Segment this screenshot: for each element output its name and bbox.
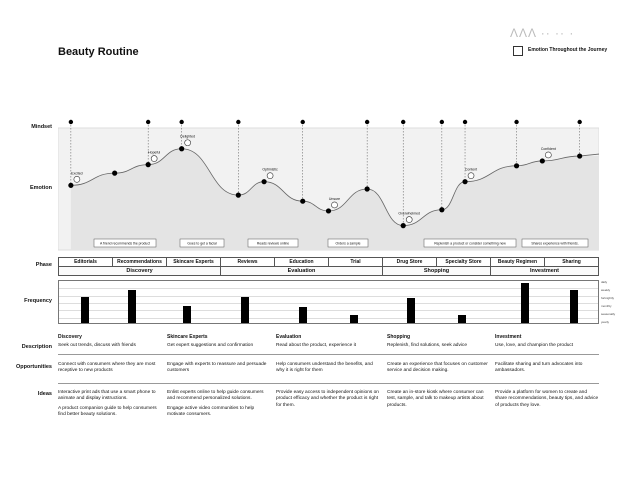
frequency-gridline: [59, 318, 598, 319]
touchpoint-label: Reads reviews online: [256, 241, 290, 246]
emotion-face-icon: [74, 176, 80, 182]
emotion-label: Overwhelmed: [398, 211, 421, 216]
description-skincare: Get expert suggestions and confirmation: [167, 343, 254, 348]
description-investment: Use, love, and champion the product: [495, 343, 574, 348]
frequency-chart: [58, 280, 599, 324]
ideas-discovery: [58, 390, 163, 422]
col-title-skincare: Skincare Experts: [167, 334, 208, 340]
mindset-dot: [440, 120, 444, 124]
phase-table: [58, 257, 599, 276]
frequency-bar: [521, 283, 529, 323]
phase-sub-row: [59, 258, 599, 267]
emotion-point: [540, 158, 545, 163]
watermark: ΛΛΛ ·· ·· ·: [510, 26, 575, 40]
phase-skincare-experts: Skincare Experts: [167, 258, 221, 267]
emotion-label: Unsure: [328, 196, 341, 201]
emotion-face-icon: [267, 173, 273, 179]
phase-reviews: Reviews: [221, 258, 275, 267]
idea-text: Interactive print ads that use a smart phone to animate and display instructions.: [58, 390, 156, 402]
opportunity-investment: Facilitate sharing and turn advocates into ambassadors.: [495, 362, 583, 374]
frequency-gridline: [59, 303, 598, 304]
phase-sharing: Sharing: [545, 258, 599, 267]
idea-text: A product companion guide to help consumers find better beauty solutions.: [58, 405, 157, 418]
mindset-dot: [401, 120, 405, 124]
frequency-gridline: [59, 288, 598, 289]
phase-investment: Investment: [491, 267, 599, 276]
freq-tick: daily: [601, 280, 608, 284]
emotion-point: [577, 153, 582, 158]
frequency-gridline: [59, 310, 598, 311]
touchpoint-label: Goes to get a facial: [187, 241, 217, 246]
frequency-bar: [350, 315, 358, 323]
frequency-bar: [183, 306, 191, 323]
row-label-phase: Phase: [35, 262, 52, 268]
ideas-investment: [495, 390, 600, 412]
mindset-dot: [514, 120, 518, 124]
emotion-point: [462, 179, 467, 184]
description-discovery: Seek out trends, discuss with friends: [58, 343, 136, 348]
row-label-mindset: Mindset: [31, 124, 52, 130]
col-title-shopping: Shopping: [387, 334, 411, 340]
emotion-point: [300, 199, 305, 204]
ideas-skincare: [167, 390, 272, 422]
emotion-label: Excited: [71, 171, 83, 176]
mindset-dot: [365, 120, 369, 124]
emotion-face-icon: [332, 202, 338, 208]
emotion-face-icon: [185, 140, 191, 146]
frequency-bar: [241, 297, 249, 323]
ideas-shopping: [387, 390, 492, 412]
description-shopping: Replenish, find solutions, seek advice: [387, 343, 467, 348]
phase-beauty-regimen: Beauty Regimen: [491, 258, 545, 267]
row-label-frequency: Frequency: [24, 298, 52, 304]
phase-education: Education: [275, 258, 329, 267]
col-title-investment: Investment: [495, 334, 522, 340]
col-title-discovery: Discovery: [58, 334, 82, 340]
frequency-gridline: [59, 296, 598, 297]
legend-label: Emotion Throughout the Journey: [528, 47, 608, 53]
row-label-opportunities: Opportunities: [15, 364, 52, 370]
emotion-face-icon: [468, 173, 474, 179]
freq-tick: yearly: [601, 320, 610, 324]
idea-text: Engage active video communities to help motivate consumers.: [167, 405, 255, 418]
mindset-dot: [146, 120, 150, 124]
row-divider: [58, 354, 599, 355]
phase-shopping: Shopping: [383, 267, 491, 276]
row-label-emotion: Emotion: [30, 185, 52, 191]
freq-tick: seasonally: [601, 312, 616, 316]
opportunity-skincare: Engage with experts to reassure and persuade customers: [167, 362, 267, 374]
idea-text: Create an in-store kiosk where consumer can test, sample, and talk to makeup artists about products.: [387, 390, 484, 408]
emotion-face-icon: [545, 152, 551, 158]
phase-editorials: Editorials: [59, 258, 113, 267]
frequency-bar: [81, 297, 89, 323]
touchpoint-label: Shares experience with friends.: [531, 241, 579, 246]
opportunity-evaluation: Help consumers understand the benefits, and why it is right for them: [276, 362, 373, 374]
mindset-dot: [69, 120, 73, 124]
emotion-chart: [58, 100, 599, 260]
emotion-point: [401, 223, 406, 228]
phase-recommendations: Recommendations: [113, 258, 167, 267]
emotion-point: [112, 171, 117, 176]
idea-text: Provide easy access to independent opinions on product efficacy and whether the product is right for them.: [276, 390, 379, 408]
frequency-bar: [458, 315, 466, 323]
idea-text: Provide a platform for women to create and share recommendations, beauty tips, and advice of products they love.: [495, 390, 599, 408]
idea-text: Enlist experts online to help guide consumers and recommend personalized solutions.: [167, 390, 264, 402]
ideas-evaluation: [276, 390, 381, 412]
mindset-dot: [577, 120, 581, 124]
emotion-point: [179, 146, 184, 151]
freq-tick: weekly: [601, 288, 611, 292]
emotion-point: [439, 207, 444, 212]
emotion-point: [236, 193, 241, 198]
emotion-label: Delighted: [180, 134, 196, 139]
emotion-point: [326, 208, 331, 213]
col-title-evaluation: Evaluation: [276, 334, 302, 340]
phase-specialty-store: Specialty Store: [437, 258, 491, 267]
legend-swatch: [513, 46, 523, 56]
opportunity-shopping: Create an experience that focuses on customer service and decision making.: [387, 362, 488, 374]
phase-drug-store: Drug Store: [383, 258, 437, 267]
frequency-bar: [299, 307, 307, 323]
row-divider: [58, 383, 599, 384]
freq-tick: monthly: [601, 304, 612, 308]
mindset-dot: [301, 120, 305, 124]
phase-trial: Trial: [329, 258, 383, 267]
emotion-point: [68, 183, 73, 188]
freq-tick: fortnightly: [601, 296, 615, 300]
mindset-dot: [179, 120, 183, 124]
touchpoint-label: A friend recommends the product: [100, 241, 150, 246]
phase-discovery: Discovery: [59, 267, 221, 276]
description-evaluation: Read about the product, experience it: [276, 343, 357, 348]
emotion-point: [146, 162, 151, 167]
page-title: Beauty Routine: [58, 46, 139, 58]
frequency-bar: [128, 290, 136, 323]
emotion-label: Confident: [540, 146, 556, 151]
emotion-face-icon: [151, 156, 157, 162]
emotion-label: Content: [464, 167, 478, 172]
touchpoint-label: Replenish a product or consider something new: [434, 241, 506, 246]
phase-evaluation: Evaluation: [221, 267, 383, 276]
emotion-point: [365, 186, 370, 191]
emotion-point: [261, 179, 266, 184]
emotion-label: Hopeful: [148, 150, 161, 155]
mindset-dot: [236, 120, 240, 124]
frequency-bar: [407, 298, 415, 323]
row-label-ideas: Ideas: [37, 391, 52, 397]
phase-cat-row: [59, 267, 599, 276]
touchpoint-label: Orders a sample: [335, 241, 361, 246]
emotion-label: Optimistic: [262, 167, 278, 172]
mindset-dot: [463, 120, 467, 124]
emotion-point: [514, 163, 519, 168]
row-label-description: Description: [21, 344, 52, 350]
opportunity-discovery: Connect with consumers where they are most receptive to new products: [58, 362, 156, 374]
emotion-face-icon: [406, 217, 412, 223]
frequency-bar: [570, 290, 578, 323]
